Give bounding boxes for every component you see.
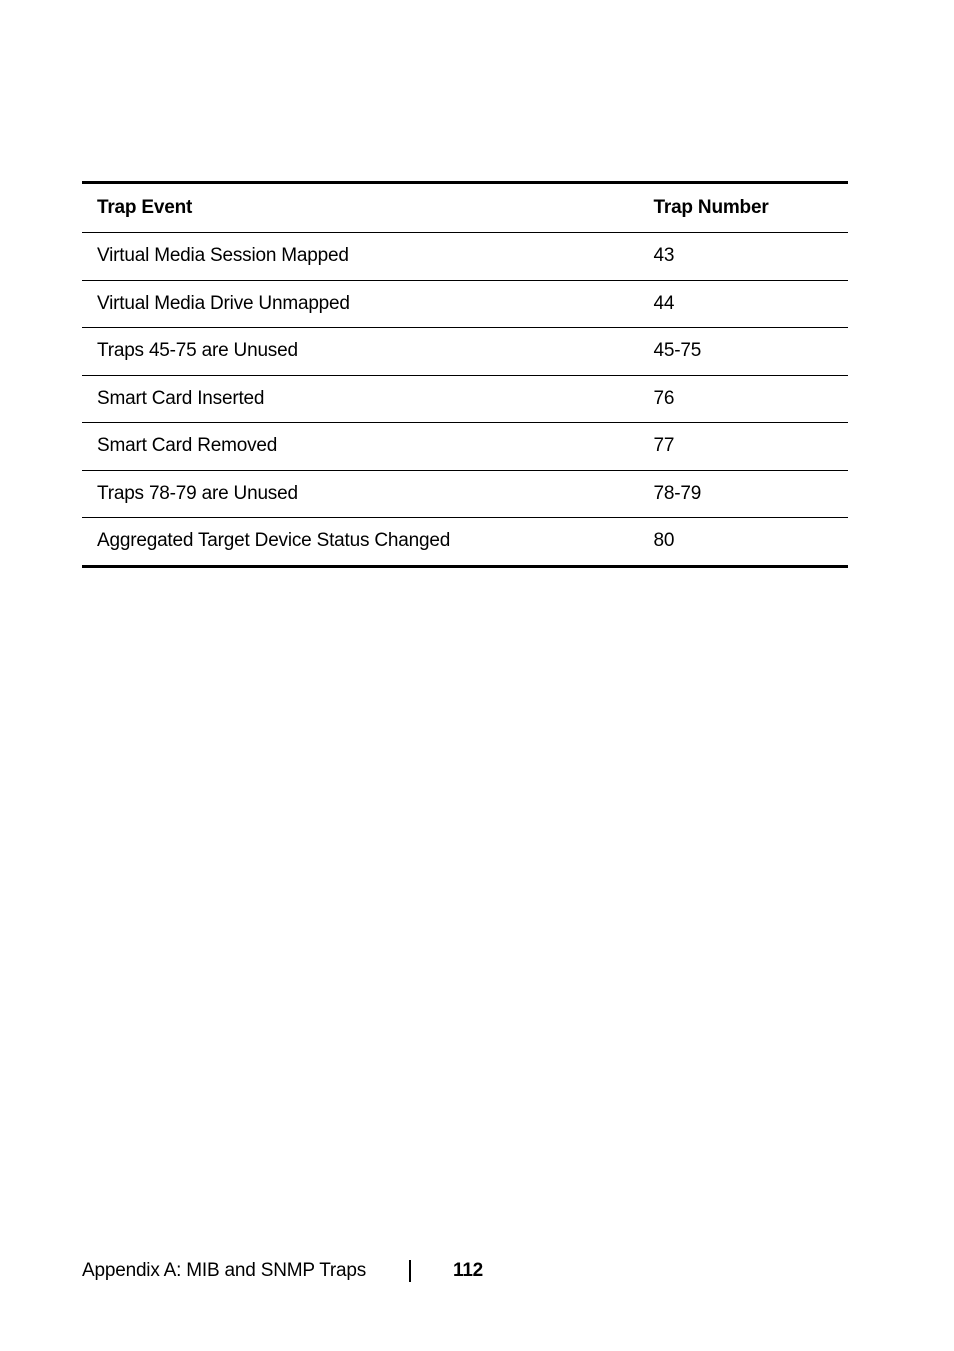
trap-number-cell: 78-79 [639,470,848,518]
trap-number-cell: 77 [639,423,848,471]
table-row [82,518,848,567]
footer-section-title: Appendix A: MIB and SNMP Traps [82,1260,367,1281]
trap-number-cell: 44 [639,280,848,328]
trap-table [82,181,848,568]
table-row [82,375,848,423]
page-number: 112 [453,1260,484,1281]
table-row [82,280,848,328]
trap-event-cell: Virtual Media Session Mapped [82,233,639,281]
table-row [82,233,848,281]
trap-event-cell: Smart Card Removed [82,423,639,471]
trap-number-cell: 43 [639,233,848,281]
trap-number-cell: 80 [653,530,675,552]
table-row [82,423,848,471]
trap-event-cell: Smart Card Inserted [82,375,639,423]
trap-event-cell: Traps 78-79 are Unused [82,470,639,518]
trap-event-cell: Traps 45-75 are Unused [82,328,639,376]
table-row [82,470,848,518]
trap-event-cell: Virtual Media Drive Unmapped [82,280,639,328]
header-trap-number: Trap Number [639,183,848,233]
trap-event-cell: Aggregated Target Device Status Changed [97,530,451,552]
trap-number-cell: 45-75 [639,328,848,376]
header-trap-event: Trap Event [82,183,639,233]
table-header-row [82,183,848,233]
footer-divider [409,1260,411,1282]
table-row [82,328,848,376]
trap-number-cell: 76 [639,375,848,423]
page-footer [82,1258,582,1284]
